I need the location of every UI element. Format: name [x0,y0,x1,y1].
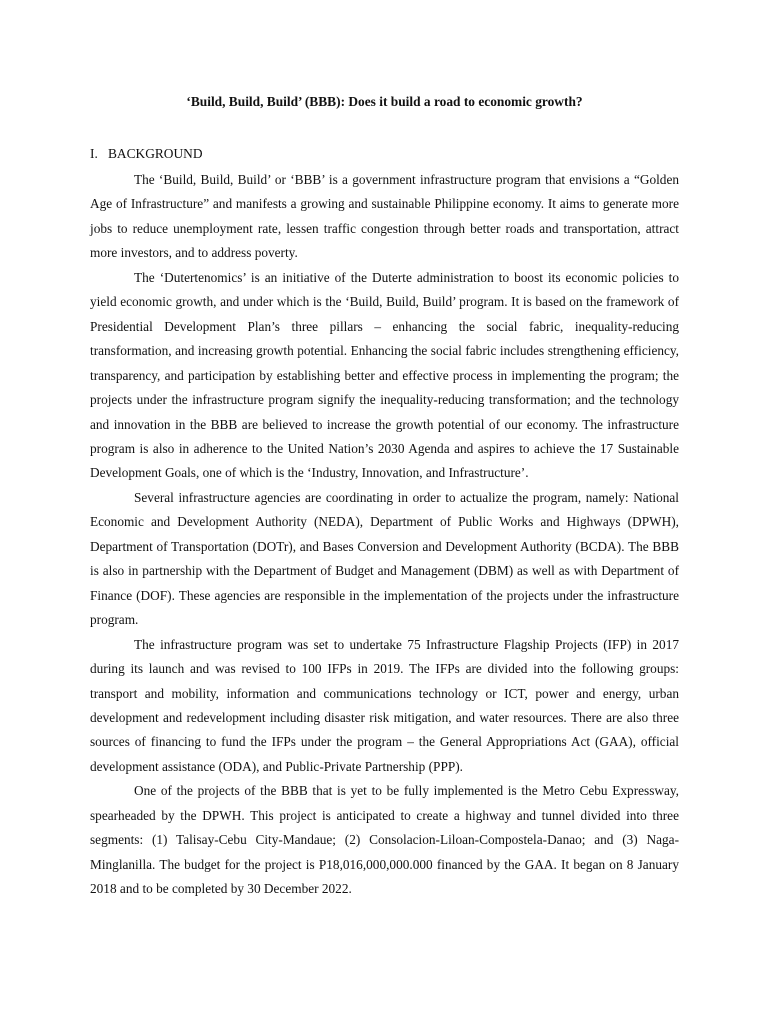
paragraph-bbb-overview: The ‘Build, Build, Build’ or ‘BBB’ is a government infrastructure program that envisions a “Golden Age of Infrastructure” and manifests a growing and sustainable Philippine economy. It aims to generate more jobs to reduce unemployment rate, lessen traffic congestion through better roads and transportation, attract more investors, and to address poverty. [90,172,679,261]
section-heading-text: BACKGROUND [108,146,203,161]
section-number: I. [90,146,98,161]
paragraph-agencies: Several infrastructure agencies are coordinating in order to actualize the program, namely: National Economic and Development Authority (NEDA), Department of Public Works and Highways (DPWH), Department of Transportation (DOTr), and Bases Conversion and Development Authority (BCDA). The BBB is also in partnership with the Department of Budget and Management (DBM) as well as with Department of Finance (DOF). These agencies are responsible in the implementation of the projects under the infrastructure program. [90,489,679,628]
document-page [90,0,679,1024]
document-title: ‘Build, Build, Build’ (BBB): Does it build a road to economic growth? [186,94,583,109]
paragraph-metro-cebu-expressway: One of the projects of the BBB that is yet to be fully implemented is the Metro Cebu Expressway, spearheaded by the DPWH. This project is anticipated to create a highway and tunnel divided into three segments: (1) Talisay-Cebu City-Mandaue; (2) Consolacion-Liloan-Compostela-Danao; and (3) Naga-Minglanilla. The budget for the project is P18,016,000,000.000 financed by the GAA. It began on 8 January 2018 and to be completed by 30 December 2022. [90,783,679,897]
document-body [90,168,679,902]
section-heading [90,145,203,163]
paragraph-dutertenomics: The ‘Dutertenomics’ is an initiative of the Duterte administration to boost its economic policies to yield economic growth, and under which is the ‘Build, Build, Build’ program. It is based on the framework of Presidential Development Plan’s three pillars – enhancing the social fabric, inequality-reducing transformation, and increasing growth potential. Enhancing the social fabric includes strengthening efficiency, transparency, and participation by establishing better and effective process in implementing the program; the projects under the infrastructure program signify the inequality-reducing transformation; and the technology and innovation in the BBB are believed to increase the growth potential of our economy. The infrastructure program is also in adherence to the United Nation’s 2030 Agenda and aspires to achieve the 17 Sustainable Development Goals, one of which is the ‘Industry, Innovation, and Infrastructure’. [90,269,679,481]
paragraph-flagship-projects: The infrastructure program was set to undertake 75 Infrastructure Flagship Projects (IFP) in 2017 during its launch and was revised to 100 IFPs in 2019. The IFPs are divided into the following groups: transport and mobility, information and communications technology or ICT, power and energy, urban development and redevelopment including disaster risk mitigation, and water resources. There are also three sources of financing to fund the IFPs under the program – the General Appropriations Act (GAA), official development assistance (ODA), and Public-Private Partnership (PPP). [90,636,679,774]
